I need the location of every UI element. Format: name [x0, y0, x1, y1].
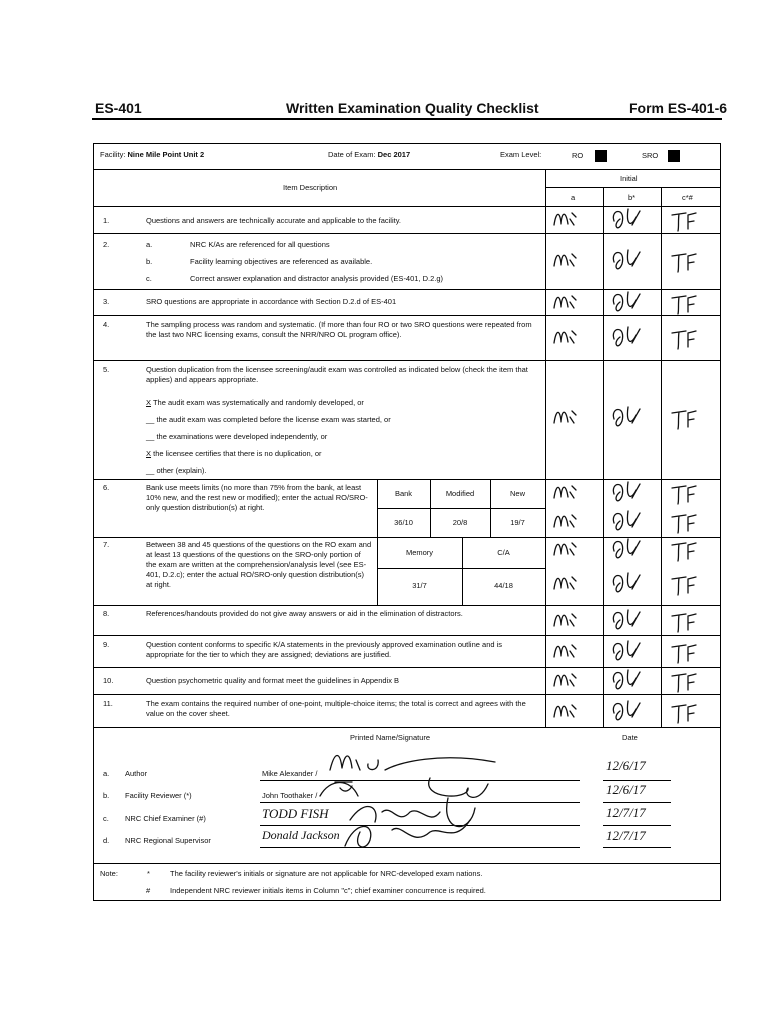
- sub-text: NRC K/As are referenced for all questions: [190, 240, 330, 249]
- sig-letter: c.: [103, 814, 109, 823]
- item-text: Bank use meets limits (no more than 75% from the bank, at least 10% new, and the rest new or modified); enter the actual RO/SRO-only question distribution(s) at right.: [146, 483, 368, 512]
- sub-letter: c.: [146, 274, 152, 283]
- sig-role: NRC Chief Examiner (#): [125, 814, 206, 823]
- sub-letter: b.: [146, 257, 153, 266]
- option-text: The audit exam was systematically and randomly developed, or: [152, 398, 364, 407]
- item-number: 3.: [103, 297, 110, 306]
- item-text: The exam contains the required number of one-point, multiple-choice items; the total is correct and agrees with the value on the cover sheet.: [146, 699, 526, 718]
- note-hash: #: [146, 886, 151, 895]
- sig-letter: b.: [103, 791, 110, 800]
- option-mark: X: [146, 398, 152, 407]
- sro-label: SRO: [642, 150, 659, 160]
- sig-role: Author: [125, 769, 148, 778]
- sig-printed-name: John Toothaker /: [262, 791, 318, 800]
- item-text: Question content conforms to specific K/A statements in the previously approved examination outline and is appropriate for the tier to which they are assigned; deviations are justified.: [146, 640, 503, 659]
- modified-header: Modified: [445, 489, 475, 498]
- sig-letter: a.: [103, 769, 110, 778]
- exam-date-label: Date of Exam:: [328, 150, 376, 159]
- item-number: 5.: [103, 365, 110, 374]
- sub-letter: a.: [146, 240, 153, 249]
- sig-role: NRC Regional Supervisor: [125, 836, 211, 845]
- option-row: __ the audit exam was completed before the license exam was started, or: [146, 415, 391, 424]
- item-number: 2.: [103, 240, 110, 249]
- sig-printed-name: Mike Alexander /: [262, 769, 318, 778]
- exam-date-value: Dec 2017: [377, 150, 411, 159]
- note-hash-text: Independent NRC reviewer initials items in Column "c"; chief examiner concurrence is required.: [170, 886, 486, 895]
- item-number: 8.: [103, 609, 110, 618]
- facility-label: Facility:: [100, 150, 126, 159]
- option-mark: X: [146, 449, 152, 458]
- item-number: 11.: [103, 699, 113, 708]
- option-text: the audit exam was completed before the license exam was started, or: [156, 415, 391, 424]
- sig-date: 12/6/17: [606, 758, 646, 773]
- form-number-right: Form ES-401-6: [629, 100, 728, 116]
- sub-text: Facility learning objectives are referenced as available.: [190, 257, 373, 266]
- new-header: New: [509, 489, 525, 498]
- new-value: 19/7: [510, 518, 525, 527]
- date-header: Date: [622, 733, 638, 742]
- memory-value: 31/7: [412, 581, 427, 590]
- memory-header: Memory: [405, 548, 434, 557]
- option-row: __ the examinations were developed independently, or: [146, 432, 328, 441]
- option-text: the licensee certifies that there is no duplication, or: [153, 449, 322, 458]
- item-text: References/handouts provided do not give away answers or aid in the elimination of distractors.: [146, 609, 463, 618]
- initial-header: Initial: [620, 174, 638, 183]
- option-text: the examinations were developed independently, or: [156, 432, 328, 441]
- item-number: 10.: [103, 676, 114, 685]
- sig-role: Facility Reviewer (*): [125, 791, 192, 800]
- column-c-header: c*#: [682, 193, 693, 202]
- item-text: The sampling process was random and systematic. (If more than four RO or two SRO questions were repeated from the last two NRC licensing exams, consult the NRR/NRO OL program office).: [146, 320, 532, 339]
- sub-text: Correct answer explanation and distractor analysis provided (ES-401, D.2.g): [190, 274, 444, 283]
- bank-header: Bank: [394, 489, 413, 498]
- item-text: Question psychometric quality and format meet the guidelines in Appendix B: [146, 676, 400, 685]
- note-star-text: The facility reviewer's initials or signature are not applicable for NRC-developed exam nations.: [170, 869, 483, 878]
- sig-date: 12/7/17: [606, 805, 646, 820]
- item-number: 7.: [103, 540, 110, 549]
- page-title: Written Examination Quality Checklist: [286, 100, 539, 116]
- sig-letter: d.: [103, 836, 110, 845]
- modified-value: 20/8: [452, 518, 468, 527]
- printed-name-header: Printed Name/Signature: [350, 733, 431, 742]
- column-a-header: a: [571, 193, 576, 202]
- item-number: 1.: [103, 216, 110, 225]
- exam-level-label: Exam Level:: [500, 150, 542, 159]
- item-description-header: Item Description: [283, 183, 338, 192]
- sig-date: 12/7/17: [606, 828, 646, 843]
- form-number-left: ES-401: [95, 100, 142, 116]
- item-text: Questions and answers are technically accurate and applicable to the facility.: [146, 216, 402, 225]
- option-text: other (explain).: [156, 466, 207, 475]
- sig-date: 12/6/17: [606, 782, 646, 797]
- ro-label: RO: [572, 150, 584, 160]
- item-text: Question duplication from the licensee screening/audit exam was controlled as indicated below (check the item that applies) and appears appropriate.: [146, 365, 528, 384]
- ca-header: C/A: [497, 548, 510, 557]
- option-row: __ other (explain).: [146, 466, 207, 475]
- note-label: Note:: [100, 869, 118, 878]
- item-number: 4.: [103, 320, 110, 329]
- item-text: Between 38 and 45 questions of the questions on the RO exam and at least 13 questions of the questions on the SRO-only portion of the exam are written at the comprehension/analysis level (see ES-401, D.2.c); enter the actual RO/SRO-only question distribution(s) at right.: [146, 540, 372, 589]
- item-text: SRO questions are appropriate in accordance with Section D.2.d of ES-401: [146, 297, 397, 306]
- item-number: 9.: [103, 640, 110, 649]
- sig-printed-name: TODD FISH: [262, 806, 329, 821]
- column-b-header: b*: [628, 193, 636, 202]
- facility-value: Nine Mile Point Unit 2: [127, 150, 205, 159]
- ca-value: 44/18: [494, 581, 513, 590]
- note-star: *: [147, 869, 150, 878]
- sig-printed-name: Donald Jackson: [262, 828, 340, 842]
- bank-value: 36/10: [394, 518, 413, 527]
- item-number: 6.: [103, 483, 110, 492]
